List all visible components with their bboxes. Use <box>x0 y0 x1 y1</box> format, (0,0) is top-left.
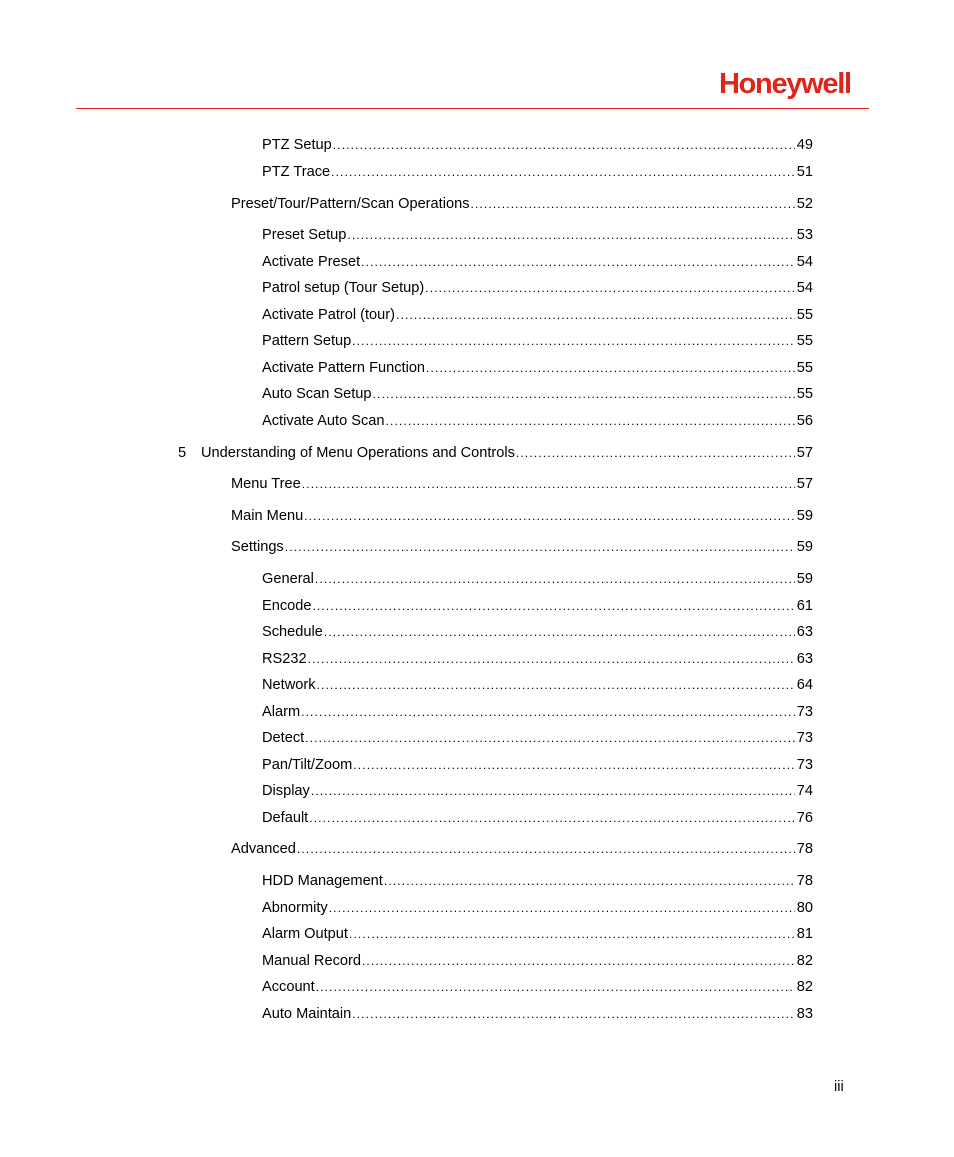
toc-dot-leader <box>362 952 795 970</box>
toc-entry-title: General <box>262 571 314 587</box>
toc-entry[interactable] <box>262 279 813 297</box>
toc-dot-leader <box>317 676 795 694</box>
toc-entry-title: Preset Setup <box>262 227 347 243</box>
toc-entry-title: Auto Scan Setup <box>262 386 372 402</box>
toc-entry[interactable] <box>262 359 813 377</box>
toc-entry-title: Schedule <box>262 624 323 640</box>
toc-dot-leader <box>316 978 795 996</box>
toc-entry-title: HDD Management <box>262 873 383 889</box>
toc-dot-leader <box>471 195 796 213</box>
toc-entry-title: PTZ Setup <box>262 137 332 153</box>
toc-entry-page: 49 <box>796 137 813 153</box>
toc-entry-title: Display <box>262 783 310 799</box>
toc-entry-title: Understanding of Menu Operations and Controls <box>201 445 515 461</box>
toc-entry[interactable] <box>262 809 813 827</box>
toc-entry-page: 54 <box>796 254 813 270</box>
toc-entry-page: 57 <box>796 476 813 492</box>
toc-entry[interactable] <box>262 226 813 244</box>
toc-dot-leader <box>361 253 795 271</box>
toc-entry[interactable] <box>262 756 813 774</box>
toc-dot-leader <box>396 306 795 324</box>
toc-entry-page: 59 <box>796 571 813 587</box>
toc-entry-title: Activate Patrol (tour) <box>262 307 396 323</box>
toc-dot-leader <box>324 623 795 641</box>
toc-entry[interactable] <box>262 253 813 271</box>
toc-entry-page: 78 <box>796 841 813 857</box>
toc-entry-page: 52 <box>796 196 813 212</box>
toc-entry[interactable] <box>262 332 813 350</box>
toc-entry[interactable] <box>262 136 813 154</box>
toc-entry[interactable] <box>262 412 813 430</box>
toc-dot-leader <box>302 475 795 493</box>
toc-entry-page: 81 <box>796 926 813 942</box>
toc-entry[interactable] <box>262 597 813 615</box>
toc-entry-page: 82 <box>796 979 813 995</box>
toc-entry[interactable] <box>262 306 813 324</box>
toc-dot-leader <box>315 570 795 588</box>
toc-entry-title: Auto Maintain <box>262 1006 352 1022</box>
toc-entry-title: Manual Record <box>262 953 361 969</box>
toc-entry-page: 83 <box>796 1006 813 1022</box>
toc-entry[interactable] <box>262 925 813 943</box>
toc-entry-title: Detect <box>262 730 305 746</box>
toc-entry-title: PTZ Trace <box>262 164 331 180</box>
toc-entry-page: 63 <box>796 624 813 640</box>
toc-dot-leader <box>333 136 795 154</box>
toc-entry-title: Pan/Tilt/Zoom <box>262 757 353 773</box>
toc-entry-page: 73 <box>796 704 813 720</box>
toc-entry[interactable] <box>262 899 813 917</box>
toc-entry-page: 61 <box>796 598 813 614</box>
toc-entry-page: 54 <box>796 280 813 296</box>
toc-entry-title: Account <box>262 979 315 995</box>
toc-entry-page: 55 <box>796 386 813 402</box>
toc-entry[interactable] <box>262 570 813 588</box>
toc-entry-page: 82 <box>796 953 813 969</box>
toc-entry[interactable] <box>262 703 813 721</box>
toc-entry-page: 55 <box>796 333 813 349</box>
toc-entry[interactable] <box>262 385 813 403</box>
toc-entry-page: 53 <box>796 227 813 243</box>
toc-entry[interactable] <box>262 729 813 747</box>
toc-dot-leader <box>516 444 795 462</box>
toc-dot-leader <box>347 226 795 244</box>
toc-entry-title: Abnormity <box>262 900 328 916</box>
toc-entry[interactable] <box>262 978 813 996</box>
toc-entry-title: Preset/Tour/Pattern/Scan Operations <box>231 196 470 212</box>
toc-entry[interactable] <box>262 650 813 668</box>
toc-entry[interactable] <box>231 507 813 525</box>
toc-entry[interactable] <box>262 676 813 694</box>
toc-dot-leader <box>313 597 796 615</box>
toc-entry-page: 59 <box>796 539 813 555</box>
toc-entry[interactable] <box>262 623 813 641</box>
toc-entry-page: 73 <box>796 730 813 746</box>
toc-entry-title: Pattern Setup <box>262 333 352 349</box>
toc-entry[interactable] <box>262 1005 813 1023</box>
toc-entry-page: 73 <box>796 757 813 773</box>
toc-entry-title: Patrol setup (Tour Setup) <box>262 280 425 296</box>
toc-dot-leader <box>331 163 795 181</box>
toc-dot-leader <box>349 925 795 943</box>
toc-chapter-number: 5 <box>178 445 187 461</box>
toc-dot-leader <box>285 538 795 556</box>
toc-dot-leader <box>305 729 795 747</box>
toc-entry-page: 78 <box>796 873 813 889</box>
toc-entry[interactable] <box>262 782 813 800</box>
toc-dot-leader <box>352 1005 795 1023</box>
toc-dot-leader <box>425 279 795 297</box>
toc-entry-page: 80 <box>796 900 813 916</box>
toc-dot-leader <box>311 782 795 800</box>
toc-entry[interactable] <box>262 163 813 181</box>
toc-entry-title: Encode <box>262 598 312 614</box>
toc-entry-title: Default <box>262 810 309 826</box>
toc-entry[interactable] <box>231 538 813 556</box>
toc-dot-leader <box>329 899 795 917</box>
toc-dot-leader <box>386 412 795 430</box>
toc-entry-page: 59 <box>796 508 813 524</box>
toc-entry[interactable] <box>231 195 813 213</box>
toc-entry-page: 55 <box>796 360 813 376</box>
toc-entry-title: Advanced <box>231 841 296 857</box>
toc-dot-leader <box>308 650 795 668</box>
toc-entry[interactable] <box>262 872 813 890</box>
toc-dot-leader <box>297 840 795 858</box>
honeywell-logo: Honeywell <box>719 68 851 100</box>
toc-entry-page: 51 <box>796 164 813 180</box>
toc-entry-page: 57 <box>796 445 813 461</box>
toc-entry[interactable] <box>262 952 813 970</box>
toc-entry-title: RS232 <box>262 651 307 667</box>
toc-entry[interactable] <box>178 444 813 462</box>
toc-dot-leader <box>301 703 795 721</box>
toc-entry-page: 74 <box>796 783 813 799</box>
toc-dot-leader <box>352 332 795 350</box>
toc-entry-title: Activate Auto Scan <box>262 413 385 429</box>
toc-entry-page: 56 <box>796 413 813 429</box>
toc-dot-leader <box>304 507 795 525</box>
toc-dot-leader <box>353 756 795 774</box>
toc-dot-leader <box>309 809 795 827</box>
toc-entry-title: Activate Preset <box>262 254 361 270</box>
toc-entry-title: Alarm Output <box>262 926 348 942</box>
toc-dot-leader <box>373 385 795 403</box>
toc-entry-page: 64 <box>796 677 813 693</box>
toc-entry-title: Network <box>262 677 316 693</box>
toc-dot-leader <box>384 872 795 890</box>
toc-entry-title: Main Menu <box>231 508 304 524</box>
toc-entry-page: 76 <box>796 810 813 826</box>
toc-entry-title: Settings <box>231 539 284 555</box>
toc-entry[interactable] <box>231 475 813 493</box>
page-number: iii <box>834 1079 844 1095</box>
toc-entry[interactable] <box>231 840 813 858</box>
toc-entry-page: 55 <box>796 307 813 323</box>
toc-entry-title: Menu Tree <box>231 476 301 492</box>
toc-dot-leader <box>426 359 795 377</box>
toc-entry-title: Activate Pattern Function <box>262 360 426 376</box>
toc-entry-page: 63 <box>796 651 813 667</box>
toc-entry-title: Alarm <box>262 704 301 720</box>
